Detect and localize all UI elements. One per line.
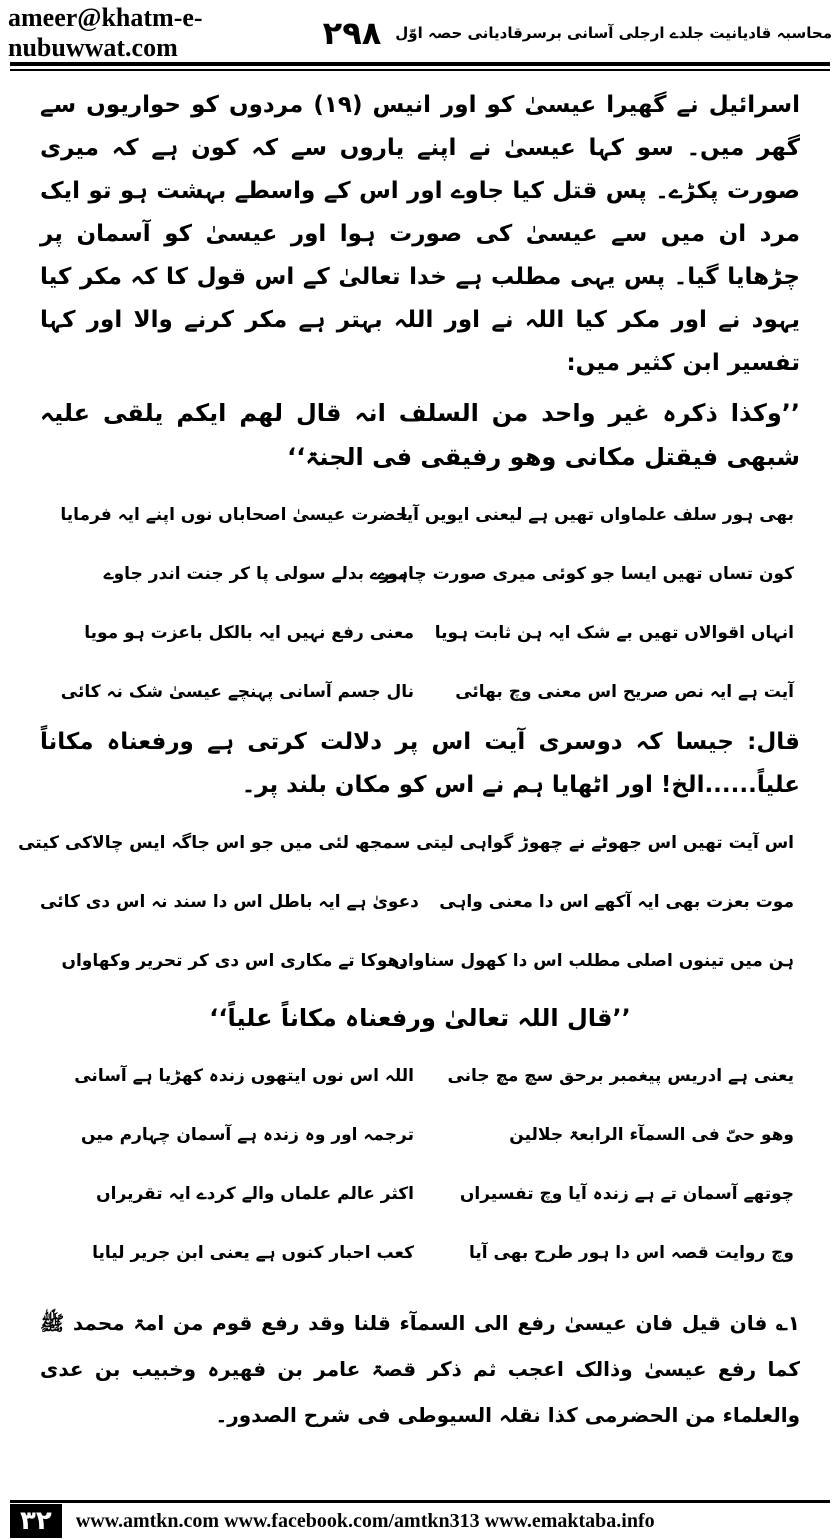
verse-right: یعنی ہے ادریس پیغمبر برحق سچ مچ جانی [447,1066,794,1086]
verse-right: چوتھے آسمان تے ہے زندہ آیا وچ تفسیراں [459,1184,794,1204]
verse-line [40,1105,800,1164]
verses-3 [40,1046,800,1282]
header-rule-thick [10,62,830,66]
page-footer [10,1500,830,1539]
verse-line [40,1046,800,1105]
verse-left: دھوکا تے مکاری اس دی کر تحریر وکھاواں [61,951,408,971]
page-number: ۲۹۸ [322,14,382,52]
verse-line [40,1223,800,1282]
verse-line [40,931,800,990]
page-header [8,3,832,62]
footer-page-number: ۳۲ [10,1504,62,1538]
verse-right: اس آیت تھیں اس جھوٹے نے چھوڑ گواہی لیتی [416,833,794,853]
verse-left: ترجمہ اور وہ زندہ ہے آسمان چہارم میں [80,1125,414,1145]
header-rule-thin [10,69,830,71]
verse-left: اللہ اس نوں ایتھوں زندہ کھڑیا ہے آسانی [74,1066,414,1086]
header-left [8,3,395,63]
verses-1 [40,485,800,721]
verse-left: کعب احبار کنوں ہے یعنی ابن جریر لیایا [92,1243,414,1263]
verse-line [40,662,800,721]
verse-right: بھی ہور سلف علماواں تھیں ہے لیعنی ایویں آیا [400,505,794,525]
verse-line [40,872,800,931]
verse-right: وھو حیّ فی السمآء الرابعۃ جلالین [509,1125,794,1145]
verse-left: حضرت عیسیٰ اصحاباں نوں اپنے ایہ فرمایا [60,505,408,525]
verse-left: معنی رفع نہیں ایہ بالکل باعزت ہو مویا [84,623,414,643]
verse-line [40,1164,800,1223]
footer-urls: www.amtkn.com www.facebook.com/amtkn313 www.emaktaba.info [75,1509,655,1532]
page-content [18,84,800,1438]
verse-left: سمجھ لئی میں جو اس جاگہ ایس چالاکی کیتی [18,833,411,853]
paragraph-2: قال: جیسا کہ دوسری آیت اس پر دلالت کرتی ہے ورفعناہ مکاناً علیاً......الخ! اور اٹھایا ہم نے اس کو مکان بلند پر۔ [40,729,800,798]
verse-right: کون تساں تھیں ایسا جو کوئی میری صورت چاہوے [377,564,794,584]
verse-right: وچ روایت قصہ اس دا ہور طرح بھی آیا [468,1243,794,1263]
verse-left: دعویٰ ہے ایہ باطل اس دا سند نہ اس دی کائی [40,892,419,912]
verse-right: آیت ہے ایہ نص صریح اس معنی وچ بھائی [455,682,794,702]
arabic-quote-2: ’’قال اللہ تعالیٰ ورفعناہ مکاناً علیاً‘‘ [209,1004,631,1032]
verse-line [40,485,800,544]
verse-line [40,544,800,603]
verse-right: موت بعزت بھی ایہ آکھے اس دا معنی واہی [439,892,794,912]
arabic-quote-1: ’’وکذا ذکرہ غیر واحد من السلف انہ قال لھم ایکم یلقی علیہ شبھی فیقتل مکانی وھو رفیقی فی الجنۃ‘‘ [40,399,800,471]
verse-line [40,603,800,662]
book-title: محاسبہ قادیانیت جلدے ارجلی آسانی برسرقادیانی حصہ اوّل [395,24,832,42]
verse-left: نال جسم آسانی پہنچے عیسیٰ شک نہ کائی [60,682,414,702]
verse-right: انہاں اقوالاں تھیں بے شک ایہ ہن ثابت ہویا [434,623,794,643]
paragraph-1: اسرائیل نے گھیرا عیسیٰ کو اور انیس (۱۹) مردوں کو حواریوں سے گھر میں۔ سو کہا عیسیٰ نے اپنے یاروں سے کہ کون ہے کہ میری صورت پکڑے۔ پس قتل کیا جاوے اور اس کے واسطے بہشت ہو تو ایک مرد ان میں سے عیسیٰ کی صورت ہوا اور عیسیٰ کو آسمان پر چڑھایا گیا۔ پس یہی مطلب ہے خدا تعالیٰ کے اس قول کا کہ مکر کیا یہود نے اور مکر کیا اللہ نے اور اللہ بہتر ہے مکر کرنے والا اور کہا تفسیر ابن کثیر میں: [40,92,800,376]
verse-left: میرے بدلے سولی پا کر جنت اندر جاوے [103,564,408,584]
verse-left: اکثر عالم علماں والے کردے ایہ تقریراں [96,1184,414,1204]
verse-line [18,813,800,872]
verses-2 [18,813,800,990]
footnote: ۱؎ فان قیل فان عیسیٰ رفع الی السمآء قلنا وقد رفع قوم من امۃ محمد ﷺ کما رفع عیسیٰ وذالک اعجب ثم ذکر قصۃ عامر بن فھیرہ وخبیب بن عدی والعلماء من الحضرمی کذا نقلہ السیوطی فی شرح الصدور۔ [40,1311,800,1427]
email-address: ameer@khatm-e-nubuwwat.com [8,3,203,62]
verse-right: ہن میں تینوں اصلی مطلب اس دا کھول سناواں [393,951,794,971]
